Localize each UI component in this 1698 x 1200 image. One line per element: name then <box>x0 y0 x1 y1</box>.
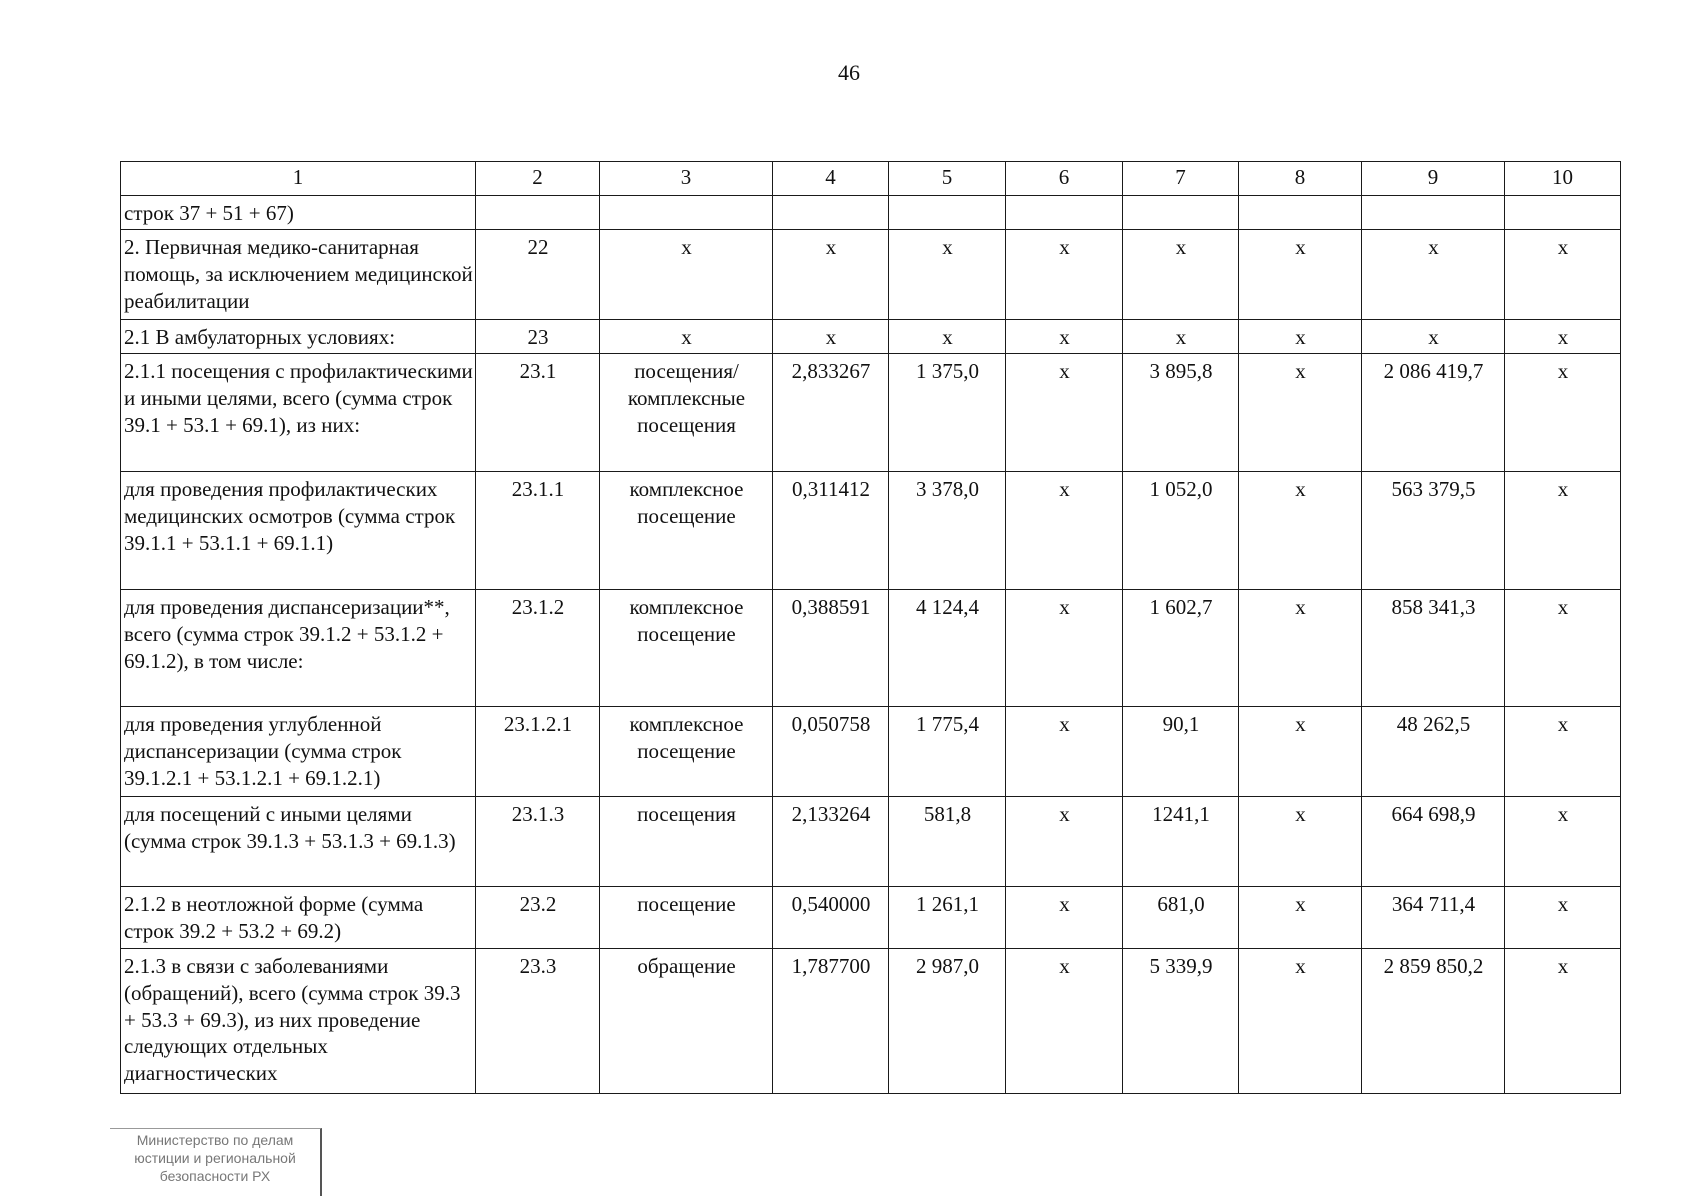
table-row <box>121 948 1621 1093</box>
unit-cell: комплексное посещение <box>600 471 773 589</box>
column-header: 9 <box>1362 162 1505 196</box>
value-cell: х <box>1362 229 1505 319</box>
value-cell: 0,540000 <box>773 886 889 948</box>
value-cell: х <box>1006 319 1123 353</box>
value-cell: х <box>1239 229 1362 319</box>
value-cell: 90,1 <box>1123 706 1239 796</box>
value-cell: 1 261,1 <box>889 886 1006 948</box>
value-cell: 3 895,8 <box>1123 353 1239 471</box>
row-name-cell: для проведения углубленной диспансеризации (сумма строк 39.1.2.1 + 53.1.2.1 + 69.1.2.1) <box>121 706 476 796</box>
unit-cell: комплексное посещение <box>600 589 773 706</box>
value-cell: 1,787700 <box>773 948 889 1093</box>
table-header-row <box>121 162 1621 196</box>
column-header: 4 <box>773 162 889 196</box>
column-header: 7 <box>1123 162 1239 196</box>
value-cell: х <box>889 319 1006 353</box>
table-row <box>121 886 1621 948</box>
row-code-cell: 23 <box>476 319 600 353</box>
value-cell: х <box>1006 471 1123 589</box>
value-cell: 0,388591 <box>773 589 889 706</box>
row-code-cell <box>476 195 600 229</box>
unit-cell: х <box>600 319 773 353</box>
value-cell <box>1006 195 1123 229</box>
value-cell: 2,133264 <box>773 796 889 886</box>
value-cell: х <box>1505 706 1621 796</box>
value-cell: 4 124,4 <box>889 589 1006 706</box>
value-cell: 2,833267 <box>773 353 889 471</box>
table-row <box>121 706 1621 796</box>
value-cell: х <box>889 229 1006 319</box>
value-cell: 581,8 <box>889 796 1006 886</box>
value-cell: х <box>1505 353 1621 471</box>
row-name-cell: 2. Первичная медико-санитарная помощь, за исключением медицинской реабилитации <box>121 229 476 319</box>
unit-cell: посещения <box>600 796 773 886</box>
value-cell: х <box>1239 886 1362 948</box>
row-name-cell: строк 37 + 51 + 67) <box>121 195 476 229</box>
value-cell: х <box>1123 229 1239 319</box>
unit-cell: посещение <box>600 886 773 948</box>
column-header: 2 <box>476 162 600 196</box>
stamp-line: Министерство по делам <box>136 1132 294 1148</box>
value-cell: х <box>1239 589 1362 706</box>
value-cell: х <box>1505 796 1621 886</box>
value-cell: 3 378,0 <box>889 471 1006 589</box>
value-cell: х <box>1239 948 1362 1093</box>
value-cell <box>1239 195 1362 229</box>
value-cell: 2 859 850,2 <box>1362 948 1505 1093</box>
value-cell: х <box>1006 706 1123 796</box>
page-number: 46 <box>838 60 860 85</box>
value-cell: х <box>773 229 889 319</box>
value-cell: 1 602,7 <box>1123 589 1239 706</box>
row-code-cell: 23.1.2.1 <box>476 706 600 796</box>
value-cell <box>1505 195 1621 229</box>
value-cell: 1 052,0 <box>1123 471 1239 589</box>
row-name-cell: для проведения профилактических медицинских осмотров (сумма строк 39.1.1 + 53.1.1 + 69.1.1) <box>121 471 476 589</box>
table-row <box>121 353 1621 471</box>
column-header: 8 <box>1239 162 1362 196</box>
stamp-line: безопасности РХ <box>159 1168 271 1185</box>
row-code-cell: 22 <box>476 229 600 319</box>
column-header: 1 <box>121 162 476 196</box>
row-name-cell: 2.1.2 в неотложной форме (сумма строк 39.2 + 53.2 + 69.2) <box>121 886 476 948</box>
value-cell: х <box>1505 471 1621 589</box>
table-row <box>121 796 1621 886</box>
value-cell: 364 711,4 <box>1362 886 1505 948</box>
value-cell: х <box>1362 319 1505 353</box>
value-cell: 858 341,3 <box>1362 589 1505 706</box>
row-name-cell: для проведения диспансеризации**, всего (сумма строк 39.1.2 + 53.1.2 + 69.1.2), в том числе: <box>121 589 476 706</box>
value-cell: х <box>1006 229 1123 319</box>
row-name-cell: для посещений с иными целями (сумма строк 39.1.3 + 53.1.3 + 69.1.3) <box>121 796 476 886</box>
row-name-cell: 2.1.1 посещения с профилактическими и иными целями, всего (сумма строк 39.1 + 53.1 + 69.1), из них: <box>121 353 476 471</box>
ministry-stamp <box>110 1128 322 1196</box>
row-name-cell: 2.1 В амбулаторных условиях: <box>121 319 476 353</box>
row-code-cell: 23.3 <box>476 948 600 1093</box>
value-cell: х <box>1123 319 1239 353</box>
table-row <box>121 195 1621 229</box>
column-header: 6 <box>1006 162 1123 196</box>
table-row <box>121 229 1621 319</box>
value-cell <box>1123 195 1239 229</box>
value-cell: 5 339,9 <box>1123 948 1239 1093</box>
unit-cell: обращение <box>600 948 773 1093</box>
row-name-cell: 2.1.3 в связи с заболеваниями (обращений), всего (сумма строк 39.3 + 53.3 + 69.3), из них проведение следующих отдельных диагностических <box>121 948 476 1093</box>
unit-cell: х <box>600 229 773 319</box>
table-row <box>121 471 1621 589</box>
value-cell: х <box>1505 886 1621 948</box>
unit-cell: комплексное посещение <box>600 706 773 796</box>
table-row <box>121 319 1621 353</box>
value-cell: х <box>1505 948 1621 1093</box>
value-cell: 2 987,0 <box>889 948 1006 1093</box>
row-code-cell: 23.1.3 <box>476 796 600 886</box>
value-cell <box>773 195 889 229</box>
value-cell: х <box>1006 796 1123 886</box>
value-cell: х <box>1239 706 1362 796</box>
value-cell: х <box>1505 229 1621 319</box>
value-cell <box>1362 195 1505 229</box>
value-cell: 1241,1 <box>1123 796 1239 886</box>
value-cell: 563 379,5 <box>1362 471 1505 589</box>
value-cell: х <box>1239 471 1362 589</box>
unit-cell: посещения/ комплексные посещения <box>600 353 773 471</box>
value-cell: х <box>1505 589 1621 706</box>
value-cell <box>889 195 1006 229</box>
row-code-cell: 23.2 <box>476 886 600 948</box>
value-cell: х <box>773 319 889 353</box>
value-cell: х <box>1006 353 1123 471</box>
row-code-cell: 23.1.1 <box>476 471 600 589</box>
value-cell: х <box>1006 589 1123 706</box>
value-cell: х <box>1505 319 1621 353</box>
value-cell: х <box>1239 353 1362 471</box>
row-code-cell: 23.1 <box>476 353 600 471</box>
row-code-cell: 23.1.2 <box>476 589 600 706</box>
value-cell: 1 775,4 <box>889 706 1006 796</box>
table-row <box>121 589 1621 706</box>
value-cell: 681,0 <box>1123 886 1239 948</box>
data-table <box>120 161 1621 1094</box>
value-cell: 48 262,5 <box>1362 706 1505 796</box>
value-cell: х <box>1239 796 1362 886</box>
value-cell: х <box>1006 948 1123 1093</box>
value-cell: х <box>1239 319 1362 353</box>
value-cell: 1 375,0 <box>889 353 1006 471</box>
unit-cell <box>600 195 773 229</box>
column-header: 3 <box>600 162 773 196</box>
column-header: 10 <box>1505 162 1621 196</box>
column-header: 5 <box>889 162 1006 196</box>
stamp-line: юстиции и региональной <box>134 1150 296 1167</box>
value-cell: 2 086 419,7 <box>1362 353 1505 471</box>
value-cell: 664 698,9 <box>1362 796 1505 886</box>
value-cell: 0,311412 <box>773 471 889 589</box>
value-cell: 0,050758 <box>773 706 889 796</box>
value-cell: х <box>1006 886 1123 948</box>
